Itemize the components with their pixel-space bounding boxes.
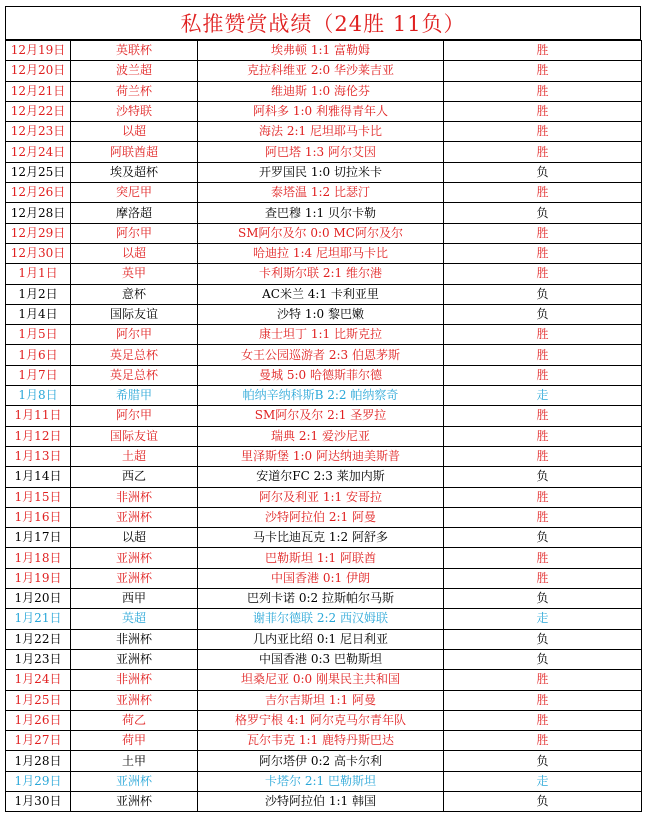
result-cell: 胜 [444,142,642,162]
table-row [6,284,642,304]
table-row [6,406,642,426]
result-cell: 负 [444,162,642,182]
result-cell: 胜 [444,243,642,263]
league-cell: 沙特联 [71,101,198,121]
table-row [6,487,642,507]
table-row [6,771,642,791]
match-cell: 卡利斯尔联 2:1 维尔港 [198,264,444,284]
table-row [6,223,642,243]
league-cell: 土甲 [71,751,198,771]
table-row [6,548,642,568]
league-cell: 阿联酋超 [71,142,198,162]
result-cell: 负 [444,629,642,649]
league-cell: 国际友谊 [71,426,198,446]
match-cell: SM阿尔及尔 2:1 圣罗拉 [198,406,444,426]
date-cell: 12月19日 [6,41,71,61]
match-cell: 里泽斯堡 1:0 阿达纳迪美斯普 [198,446,444,466]
result-cell: 负 [444,528,642,548]
league-cell: 国际友谊 [71,304,198,324]
match-cell: 阿尔塔伊 0:2 高卡尔利 [198,751,444,771]
record-sheet [5,6,641,812]
result-cell: 胜 [444,325,642,345]
match-cell: 格罗宁根 4:1 阿尔克马尔青年队 [198,710,444,730]
league-cell: 阿尔甲 [71,325,198,345]
date-cell: 1月29日 [6,771,71,791]
match-cell: 维迪斯 1:0 海伦芬 [198,81,444,101]
match-cell: 沙特阿拉伯 1:1 韩国 [198,791,444,811]
table-row [6,649,642,669]
date-cell: 12月30日 [6,243,71,263]
match-cell: 马卡比迪瓦克 1:2 阿舒多 [198,528,444,548]
result-cell: 负 [444,203,642,223]
date-cell: 1月30日 [6,791,71,811]
table-row [6,61,642,81]
date-cell: 1月7日 [6,365,71,385]
table-row [6,710,642,730]
league-cell: 突尼甲 [71,183,198,203]
result-cell: 胜 [444,406,642,426]
league-cell: 英足总杯 [71,345,198,365]
match-cell: 阿科多 1:0 利雅得青年人 [198,101,444,121]
result-cell: 胜 [444,487,642,507]
date-cell: 12月29日 [6,223,71,243]
table-row [6,264,642,284]
table-row [6,81,642,101]
table-row [6,670,642,690]
date-cell: 1月19日 [6,568,71,588]
table-row [6,162,642,182]
match-cell: 吉尔吉斯坦 1:1 阿曼 [198,690,444,710]
result-cell: 负 [444,304,642,324]
match-cell: 阿巴塔 1:3 阿尔艾因 [198,142,444,162]
table-row [6,243,642,263]
league-cell: 西甲 [71,589,198,609]
match-cell: 女王公园巡游者 2:3 伯恩茅斯 [198,345,444,365]
result-cell: 胜 [444,61,642,81]
table-row [6,41,642,61]
league-cell: 亚洲杯 [71,771,198,791]
league-cell: 阿尔甲 [71,223,198,243]
result-cell: 走 [444,771,642,791]
date-cell: 1月5日 [6,325,71,345]
match-cell: 谢菲尔德联 2:2 西汉姆联 [198,609,444,629]
league-cell: 摩洛超 [71,203,198,223]
match-cell: 阿尔及利亚 1:1 安哥拉 [198,487,444,507]
league-cell: 荷兰杯 [71,81,198,101]
date-cell: 1月21日 [6,609,71,629]
match-cell: 查巴穆 1:1 贝尔卡勒 [198,203,444,223]
date-cell: 1月15日 [6,487,71,507]
league-cell: 意杯 [71,284,198,304]
result-cell: 胜 [444,41,642,61]
match-cell: 巴列卡诺 0:2 拉斯帕尔马斯 [198,589,444,609]
league-cell: 英足总杯 [71,365,198,385]
match-cell: 瓦尔韦克 1:1 鹿特丹斯巴达 [198,731,444,751]
league-cell: 以超 [71,122,198,142]
match-cell: 中国香港 0:1 伊朗 [198,568,444,588]
table-row [6,203,642,223]
date-cell: 1月4日 [6,304,71,324]
match-cell: 克拉科维亚 2:0 华沙莱吉亚 [198,61,444,81]
result-cell: 胜 [444,101,642,121]
result-cell: 胜 [444,183,642,203]
date-cell: 12月26日 [6,183,71,203]
table-row [6,365,642,385]
match-cell: 巴勒斯坦 1:1 阿联酋 [198,548,444,568]
date-cell: 1月23日 [6,649,71,669]
match-cell: AC米兰 4:1 卡利亚里 [198,284,444,304]
result-cell: 胜 [444,670,642,690]
date-cell: 1月24日 [6,670,71,690]
result-cell: 胜 [444,122,642,142]
table-row [6,122,642,142]
result-cell: 胜 [444,223,642,243]
match-cell: 康士坦丁 1:1 比斯克拉 [198,325,444,345]
league-cell: 亚洲杯 [71,568,198,588]
result-cell: 胜 [444,507,642,527]
result-cell: 胜 [444,264,642,284]
date-cell: 1月20日 [6,589,71,609]
result-cell: 负 [444,467,642,487]
date-cell: 1月22日 [6,629,71,649]
date-cell: 12月25日 [6,162,71,182]
match-cell: 安道尔FC 2:3 莱加内斯 [198,467,444,487]
league-cell: 西乙 [71,467,198,487]
league-cell: 非洲杯 [71,487,198,507]
table-row [6,568,642,588]
match-cell: 瑞典 2:1 爱沙尼亚 [198,426,444,446]
table-row [6,528,642,548]
table-row [6,345,642,365]
record-table-body [6,41,642,812]
record-table [5,40,642,812]
date-cell: 1月27日 [6,731,71,751]
table-row [6,101,642,121]
table-row [6,791,642,811]
league-cell: 亚洲杯 [71,507,198,527]
table-row [6,386,642,406]
league-cell: 亚洲杯 [71,690,198,710]
date-cell: 1月1日 [6,264,71,284]
result-cell: 走 [444,386,642,406]
result-cell: 负 [444,589,642,609]
date-cell: 1月16日 [6,507,71,527]
table-row [6,507,642,527]
result-cell: 胜 [444,710,642,730]
match-cell: 泰塔温 1:2 比瑟汀 [198,183,444,203]
sheet-title: 私推赞赏战绩（24胜 11负） [5,6,641,40]
league-cell: 荷甲 [71,731,198,751]
date-cell: 1月12日 [6,426,71,446]
result-cell: 胜 [444,345,642,365]
result-cell: 负 [444,791,642,811]
table-row [6,690,642,710]
result-cell: 胜 [444,731,642,751]
result-cell: 胜 [444,548,642,568]
league-cell: 希腊甲 [71,386,198,406]
league-cell: 英甲 [71,264,198,284]
date-cell: 12月21日 [6,81,71,101]
match-cell: 沙特阿拉伯 2:1 阿曼 [198,507,444,527]
date-cell: 1月25日 [6,690,71,710]
match-cell: 开罗国民 1:0 切拉米卡 [198,162,444,182]
match-cell: 埃弗顿 1:1 富勒姆 [198,41,444,61]
date-cell: 1月6日 [6,345,71,365]
date-cell: 1月13日 [6,446,71,466]
date-cell: 1月2日 [6,284,71,304]
result-cell: 胜 [444,568,642,588]
date-cell: 12月20日 [6,61,71,81]
result-cell: 走 [444,609,642,629]
date-cell: 1月18日 [6,548,71,568]
match-cell: 帕纳辛纳科斯B 2:2 帕纳察奇 [198,386,444,406]
date-cell: 1月11日 [6,406,71,426]
table-row [6,142,642,162]
league-cell: 亚洲杯 [71,649,198,669]
result-cell: 胜 [444,365,642,385]
league-cell: 亚洲杯 [71,548,198,568]
date-cell: 1月28日 [6,751,71,771]
result-cell: 负 [444,649,642,669]
league-cell: 以超 [71,528,198,548]
date-cell: 1月26日 [6,710,71,730]
league-cell: 非洲杯 [71,629,198,649]
table-row [6,304,642,324]
match-cell: 坦桑尼亚 0:0 刚果民主共和国 [198,670,444,690]
league-cell: 非洲杯 [71,670,198,690]
date-cell: 1月17日 [6,528,71,548]
table-row [6,629,642,649]
match-cell: 中国香港 0:3 巴勒斯坦 [198,649,444,669]
table-row [6,609,642,629]
league-cell: 波兰超 [71,61,198,81]
table-row [6,589,642,609]
result-cell: 胜 [444,426,642,446]
league-cell: 埃及超杯 [71,162,198,182]
league-cell: 亚洲杯 [71,791,198,811]
result-cell: 胜 [444,81,642,101]
table-row [6,325,642,345]
result-cell: 胜 [444,446,642,466]
table-row [6,751,642,771]
league-cell: 以超 [71,243,198,263]
league-cell: 英超 [71,609,198,629]
match-cell: 曼城 5:0 哈德斯菲尔德 [198,365,444,385]
result-cell: 负 [444,751,642,771]
result-cell: 负 [444,284,642,304]
match-cell: 海法 2:1 尼坦耶马卡比 [198,122,444,142]
date-cell: 12月23日 [6,122,71,142]
result-cell: 胜 [444,690,642,710]
league-cell: 阿尔甲 [71,406,198,426]
table-row [6,467,642,487]
date-cell: 12月22日 [6,101,71,121]
date-cell: 12月28日 [6,203,71,223]
league-cell: 荷乙 [71,710,198,730]
league-cell: 土超 [71,446,198,466]
date-cell: 12月24日 [6,142,71,162]
date-cell: 1月14日 [6,467,71,487]
table-row [6,426,642,446]
table-row [6,183,642,203]
match-cell: SM阿尔及尔 0:0 MC阿尔及尔 [198,223,444,243]
match-cell: 卡塔尔 2:1 巴勒斯坦 [198,771,444,791]
date-cell: 1月8日 [6,386,71,406]
league-cell: 英联杯 [71,41,198,61]
match-cell: 沙特 1:0 黎巴嫩 [198,304,444,324]
match-cell: 几内亚比绍 0:1 尼日利亚 [198,629,444,649]
match-cell: 哈迪拉 1:4 尼坦耶马卡比 [198,243,444,263]
table-row [6,731,642,751]
table-row [6,446,642,466]
